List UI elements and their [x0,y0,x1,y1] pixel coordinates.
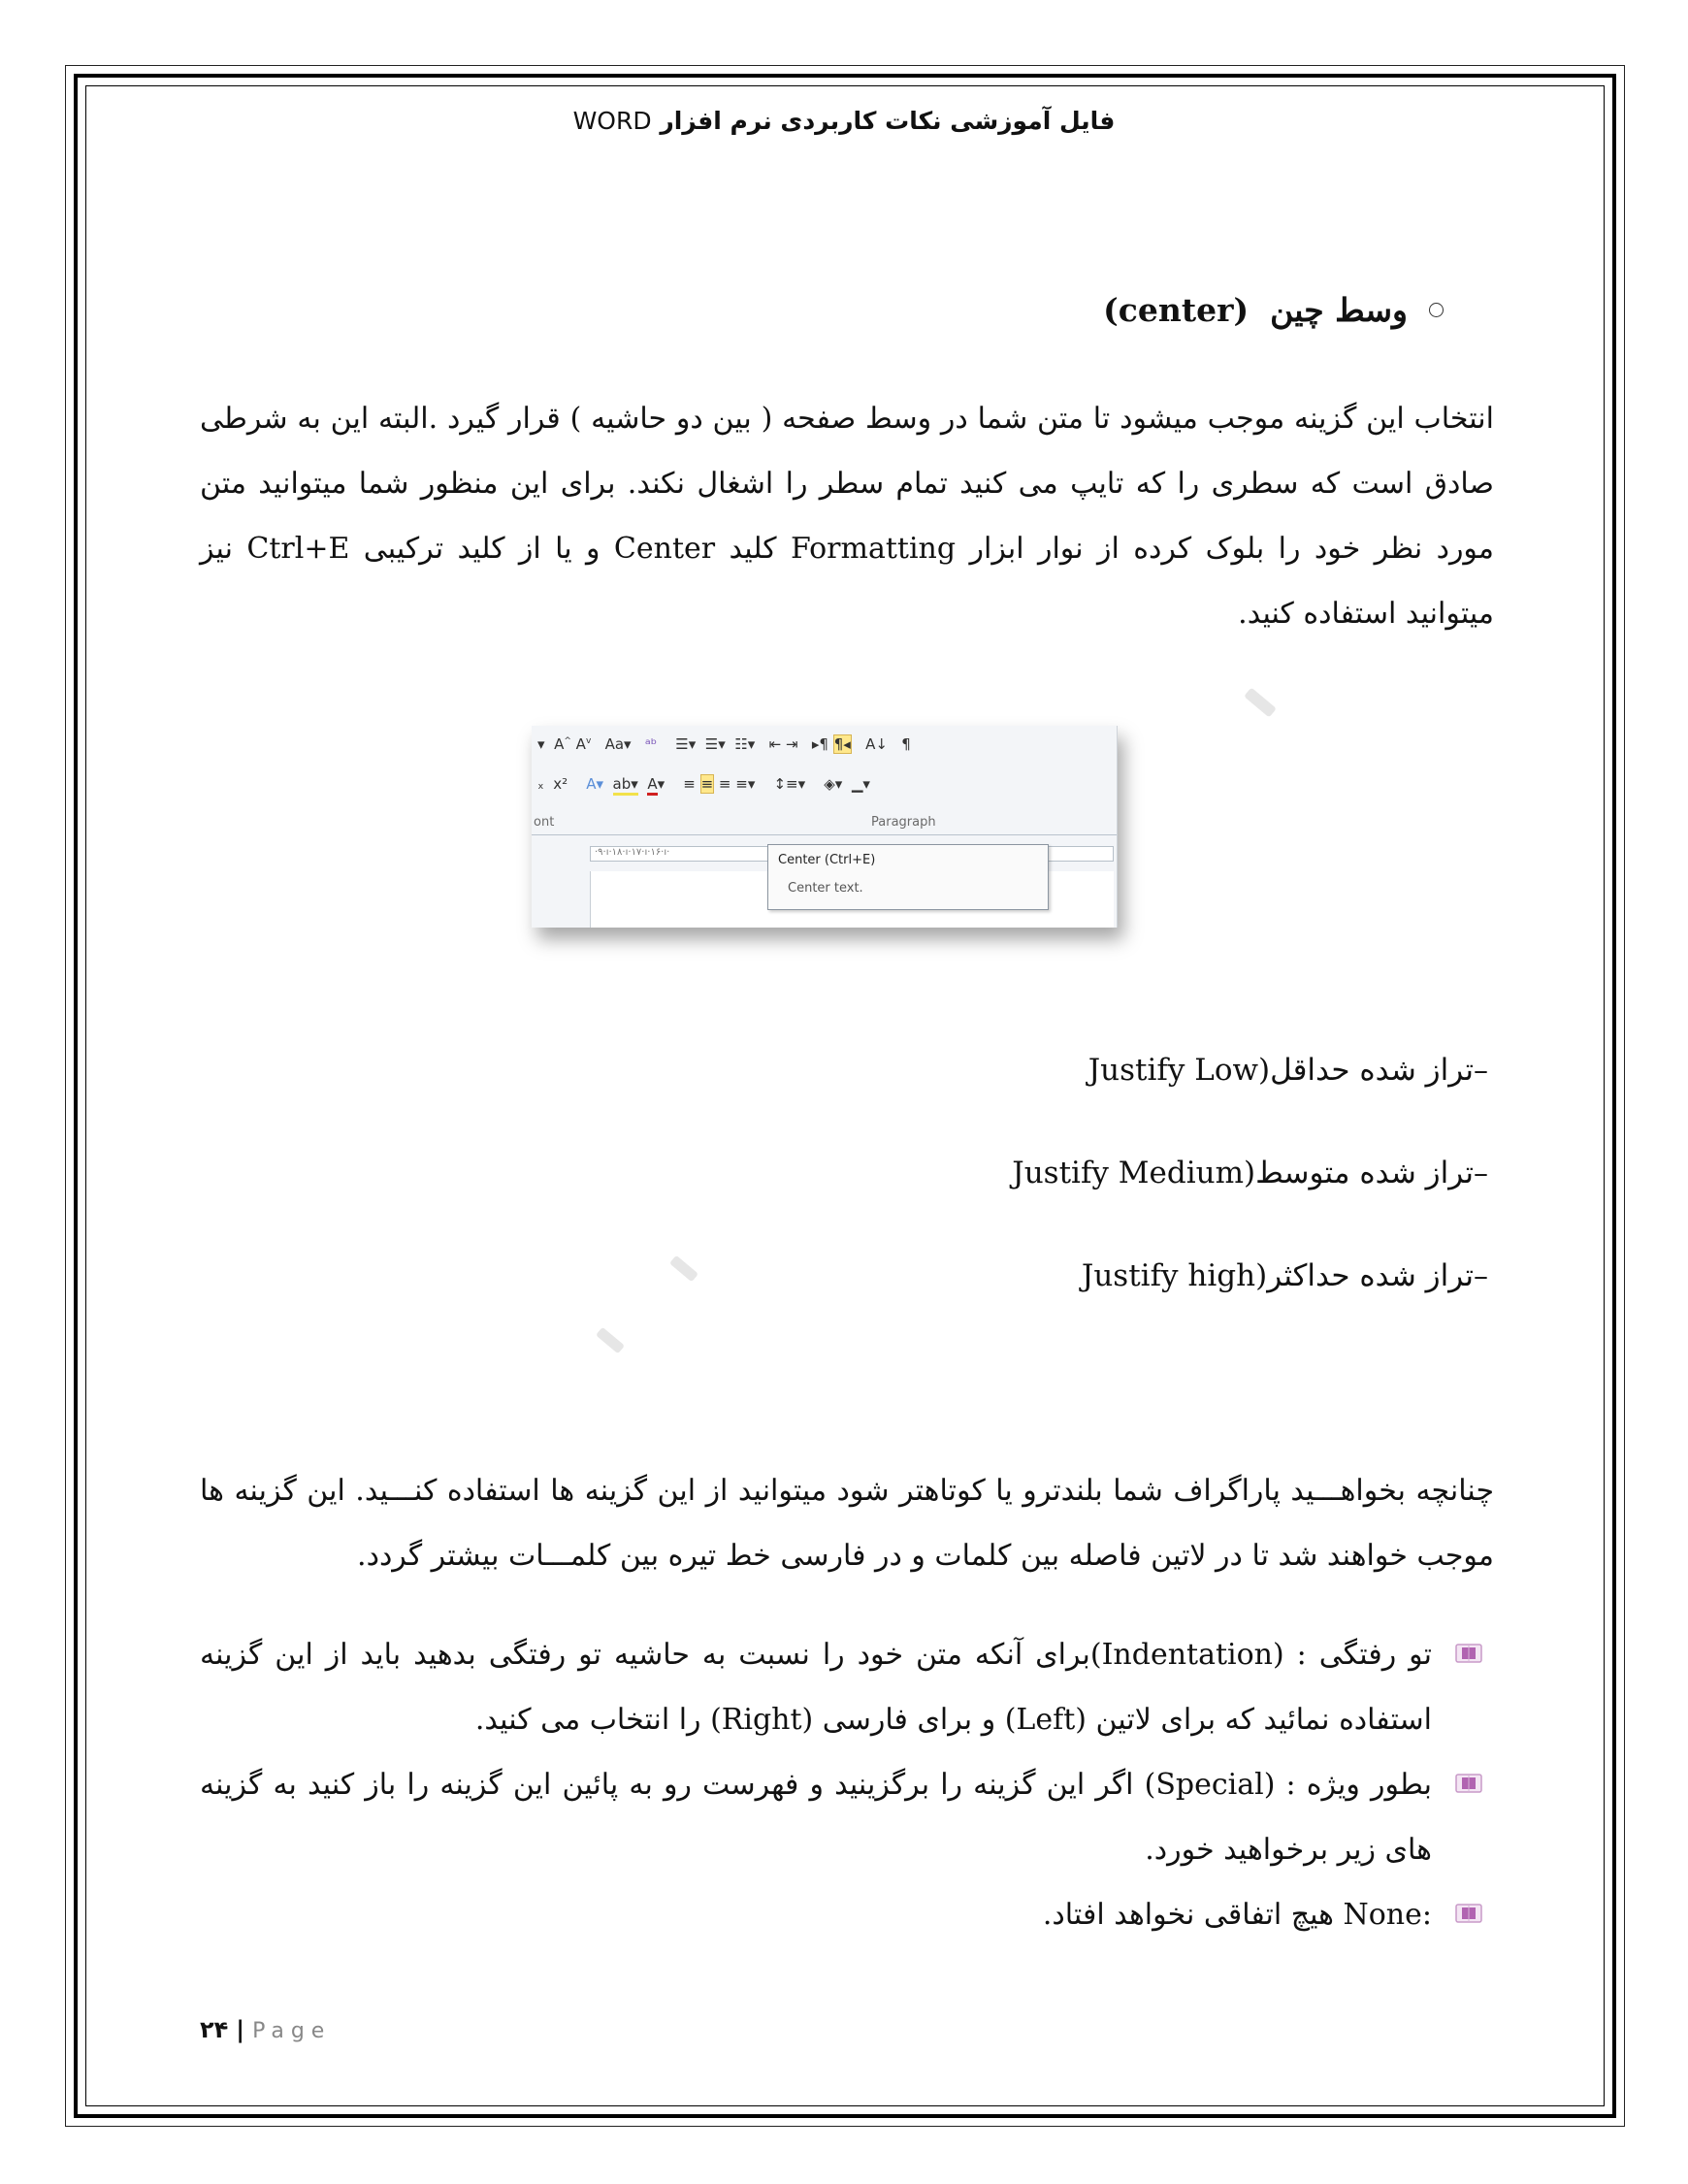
font-size-dropdown-icon: ▾ [537,735,545,753]
list-item [200,1752,1482,1882]
ribbon-group-paragraph-label: Paragraph [871,815,936,830]
shading-icon: ◈▾ [824,775,843,793]
justify-item-medium [1012,1156,1488,1190]
list-item [200,1882,1482,1947]
grow-font-icon: A^ [554,735,571,753]
justify-item-fa: تراز شده حداقل [1270,1053,1474,1088]
ribbon-separator [532,834,1117,835]
dash-bullet: – [1474,1054,1488,1088]
font-color-icon: A [647,775,657,796]
list-item [200,1622,1482,1752]
borders-icon: ▁▾ [851,775,870,793]
justify-description-paragraph: چنانچه بخواهـــید پاراگراف شما بلندترو یا کوتاهتر شود میتوانید از این گزینه ها استفاده کنـــید. این گزینه ها موجب خواهند شد تا در لاتین فاصله بین کلمات و در فارسی خط تیره بین کلمـــات بیشتر گردد. [200,1474,1494,1573]
highlight-icon: ab▾ [613,775,638,796]
dash-bullet: – [1474,1259,1488,1293]
justify-icon: ≡▾ [735,775,756,793]
ribbon-toolbar-row-2: ₓ x² A▾ ab▾ A▾ ≡ ≡ ≡ ≡▾ ↕≡▾ ◈▾ ▁▾ [537,775,870,793]
align-left-icon: ≡ [683,775,696,793]
superscript-icon: x² [553,775,568,793]
sort-icon: A↓ [865,735,888,753]
multilevel-list-icon: ☷▾ [734,735,756,753]
justify-item-fa: تراز شده حداکثر [1267,1258,1474,1293]
ribbon-group-font-label: ont [534,815,555,830]
page-footer [200,2016,331,2043]
book-bullet-icon [1455,1642,1482,1665]
center-description-paragraph: انتخاب این گزینه موجب میشود تا متن شما در وسط صفحه ( بین دو حاشیه ) قرار گیرد .البته این به شرطی صادق است که سطری را که تایپ می کنید تمام سطر را اشغال نکند. برای این منظور شما میتوانید متن مورد نظر خود را بلوک کرده از نوار ابزار Formatting کلید Center و یا از کلید ترکیبی Ctrl+E نیز میتوانید استفاده کنید. [200,402,1494,631]
justify-item-latin: (Justify Medium [1012,1156,1256,1190]
center-tooltip [767,844,1049,910]
justify-item-fa: تراز شده متوسط [1255,1156,1474,1190]
circle-bullet-icon [1429,303,1444,317]
decrease-indent-icon: ⇤ [768,735,782,753]
ribbon-toolbar-row-1 [537,735,911,753]
clear-format-icon: ᵃᵇ [644,735,658,753]
shrink-font-icon: $A^v$ [575,735,592,753]
justify-item-low [1088,1053,1488,1088]
section-heading [1103,291,1444,329]
justify-item-latin: (Justify high [1081,1258,1268,1293]
ribbon-group-labels [532,815,1117,834]
header-title-fa: فایل آموزشی نکات کاربردی نرم افزار [660,107,1116,135]
word-ribbon-screenshot [532,726,1118,928]
section-heading-fa: وسط چین [1270,291,1408,329]
page-label: Page [252,2019,332,2043]
rtl-direction-icon: ¶◂ [833,735,851,753]
book-bullet-icon [1455,1902,1482,1925]
change-case-icon: Aa▾ [604,735,632,753]
footer-separator: | [236,2016,245,2043]
justify-item-high [1082,1258,1488,1293]
align-center-icon: ≡ [700,775,714,793]
indentation-bullet-list [200,1622,1482,1947]
numbering-icon: ☰▾ [704,735,726,753]
header-title-latin: WORD [572,107,652,135]
bullets-icon: ☰▾ [675,735,697,753]
list-item-text: بطور ویژه : (Special) اگر این گزینه را برگزینید و فهرست رو به پائین این گزینه را باز کنید به گزینه های زیر برخواهید خورد. [200,1768,1432,1867]
tooltip-title: Center (Ctrl+E) [778,853,876,867]
section-heading-latin: (center) [1103,291,1250,329]
dash-bullet: – [1474,1157,1488,1190]
subscript-icon: ₓ [537,775,544,793]
increase-indent-icon: ⇥ [785,735,798,753]
tooltip-body: Center text. [788,881,863,896]
book-bullet-icon [1455,1772,1482,1795]
justify-item-latin: (Justify Low [1087,1053,1271,1088]
ltr-direction-icon: ▸¶ [811,735,828,753]
page-header-title [0,107,1688,135]
line-spacing-icon: ↕≡▾ [773,775,806,793]
list-item-text: :None هیچ اتفاقی نخواهد افتاد. [1042,1898,1432,1932]
ruler: ·۹·ı·۱۸·ı·۱۷·ı·۱۶·ı· [590,846,1114,862]
text-effects-icon: A▾ [586,775,603,793]
align-right-icon: ≡ [718,775,731,793]
list-item-text: تو رفتگی : (Indentation)برای آنکه متن خود را نسبت به حاشیه تو رفتگی بدهید باید از این گزینه استفاده نمائید که برای لاتین (Left) و برای فارسی (Right) را انتخاب می کنید. [200,1638,1432,1737]
page-number: ۲۴ [200,2016,229,2043]
show-formatting-icon: ¶ [901,735,911,753]
